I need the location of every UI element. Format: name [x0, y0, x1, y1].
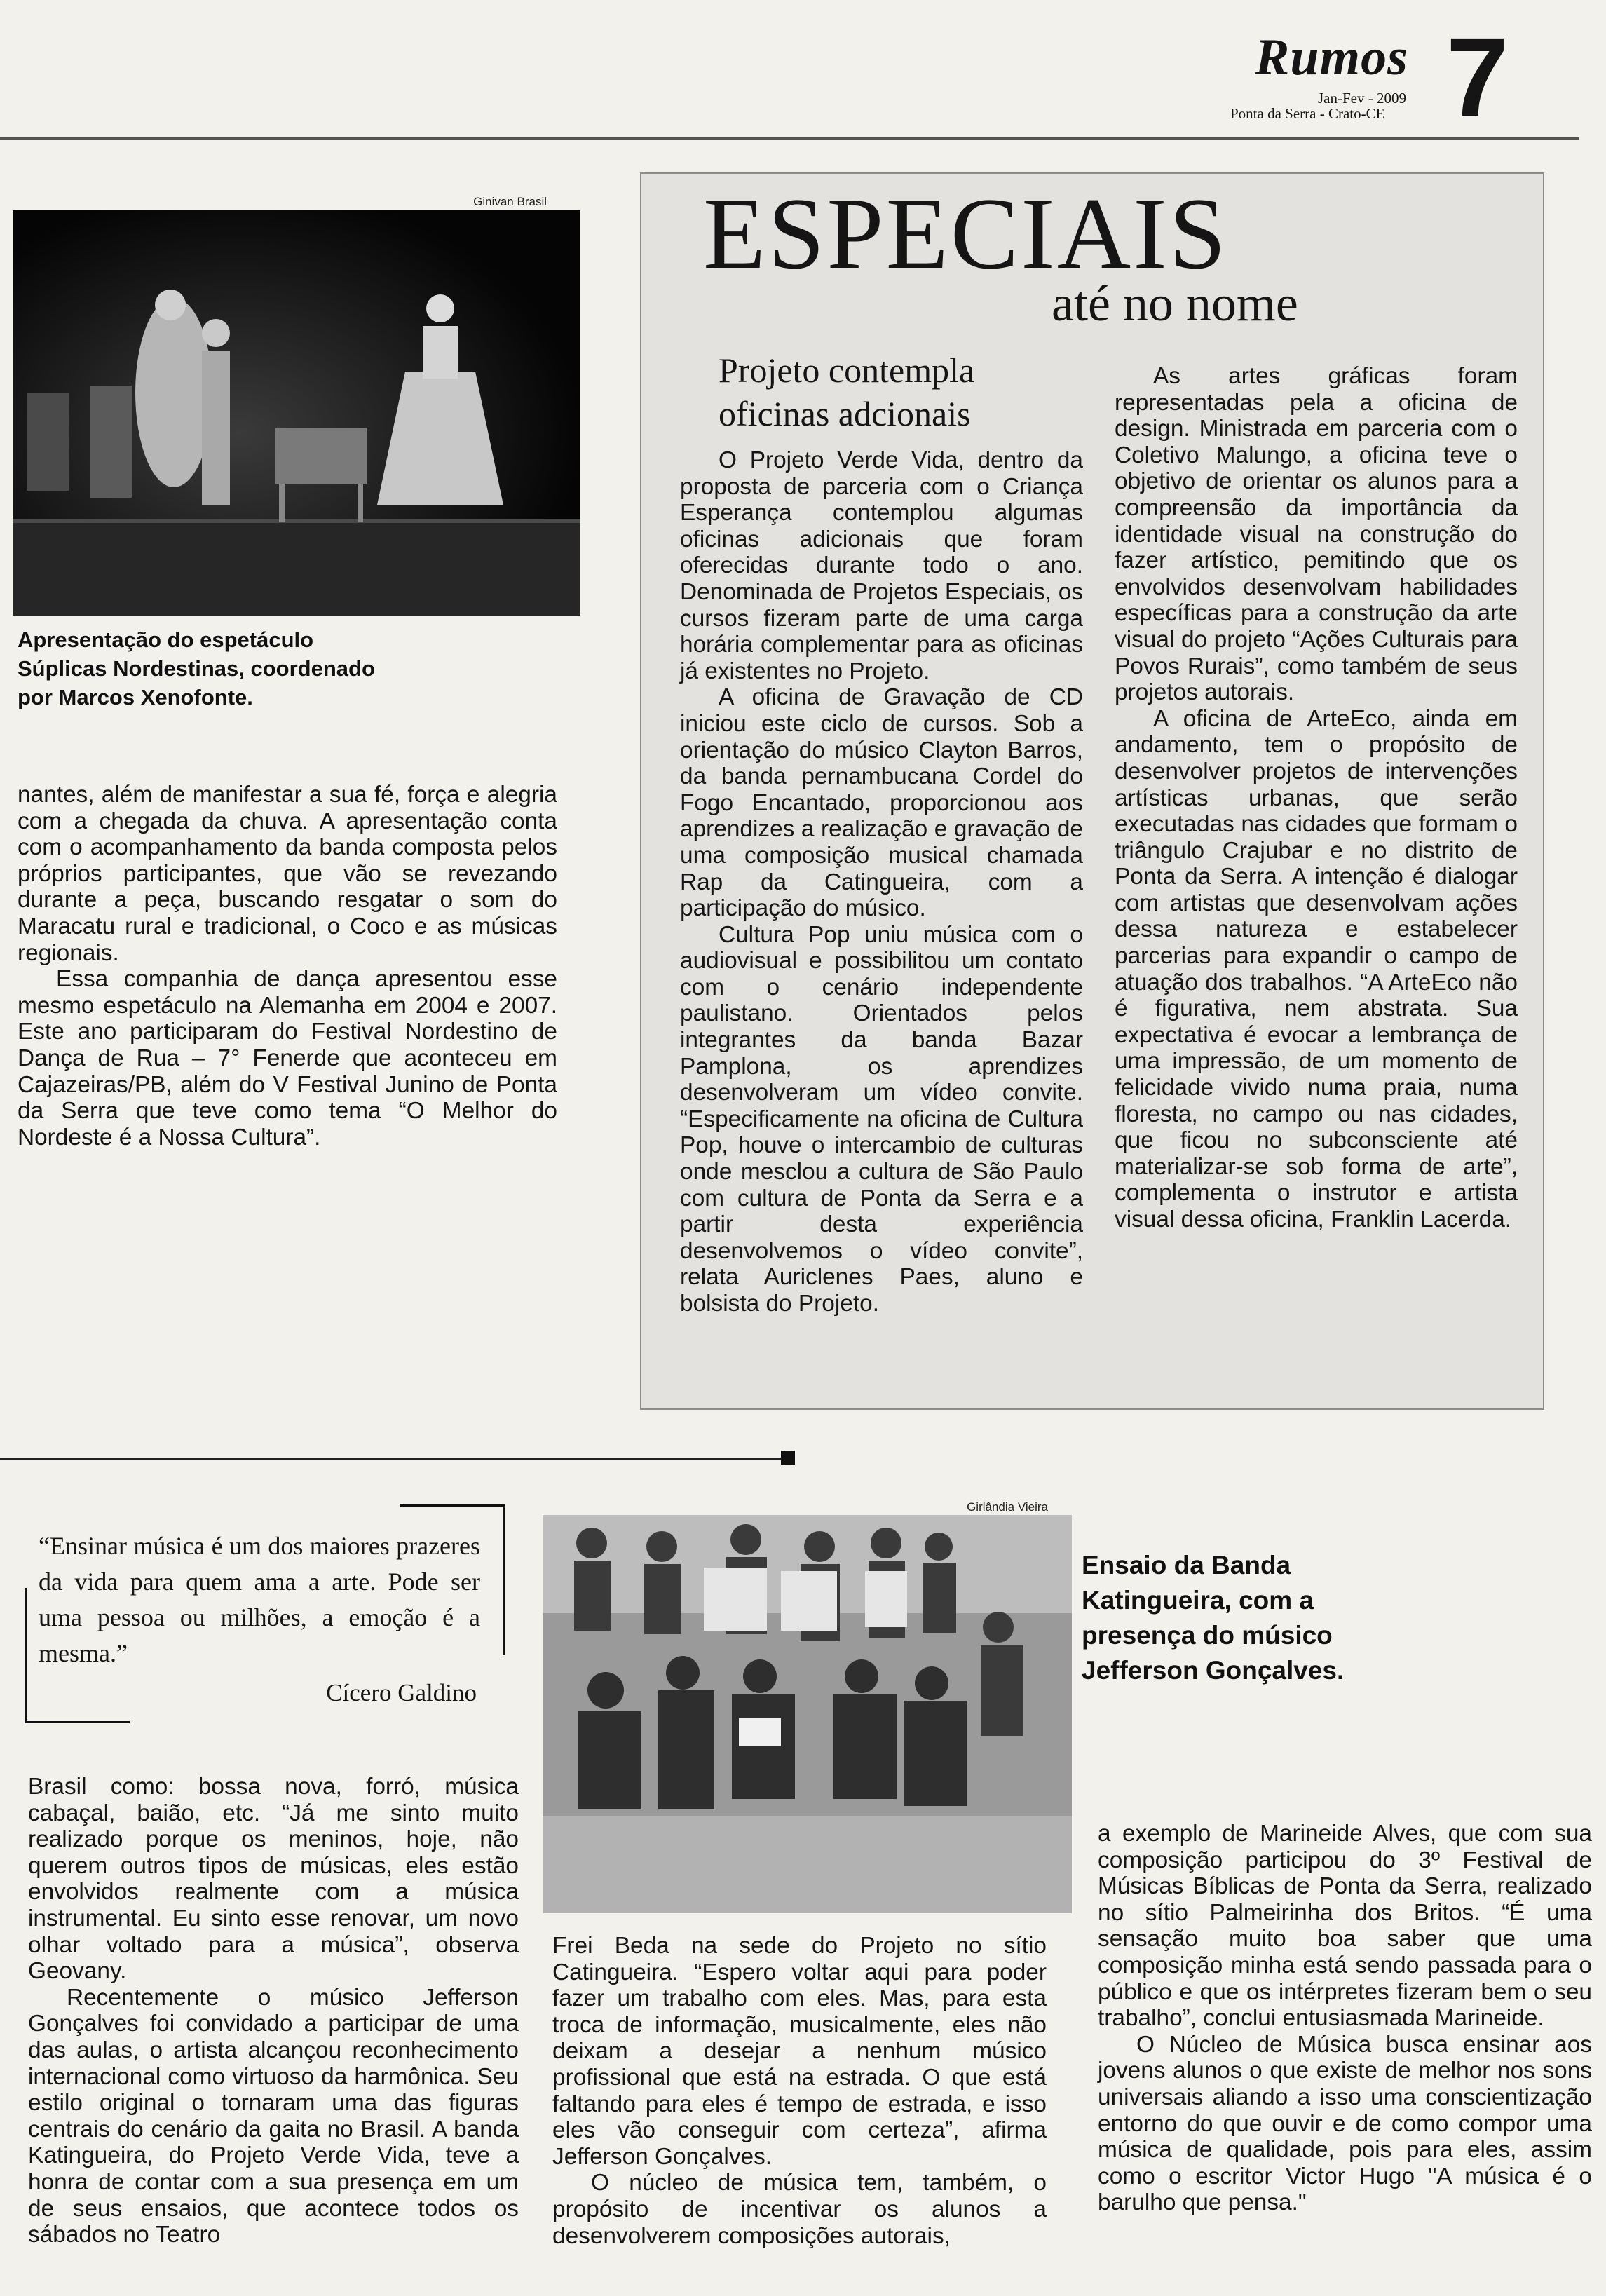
article-column [552, 1933, 1047, 2249]
article-column [28, 1774, 519, 2248]
article-paragraph: A oficina de Gravação de CD iniciou este ciclo de cursos. Sob a orientação do músico Clayton Barros, da banda pernambucana Cordel do Fogo Encantado, proporcionou aos aprendizes a realização e gravação de uma composição musical chamada Rap da Catingueira, com a participação do músico. [680, 684, 1083, 922]
band-rehearsal-photo [543, 1515, 1072, 1913]
feature-title: ESPECIAIS [703, 177, 1229, 290]
article-paragraph: O Projeto Verde Vida, dentro da proposta de parceria com o Criança Esperança contemplou algumas oficinas adicionais que foram oferecidas durante todo o ano. Denominada de Projetos Especiais, os cursos fizeram parte de uma carga horária complementar para as oficinas já existentes no Projeto. [680, 447, 1083, 684]
caption-line: por Marcos Xenofonte. [18, 685, 253, 709]
article-paragraph: Essa companhia de dança apresentou esse mesmo espetáculo na Alemanha em 2004 e 2007. Este ano participaram do Festival Nordestino de Dança de Rua – 7° Fenerde que aconteceu em Cajazeiras/PB, além do V Festival Junino de Ponta da Serra que teve como tema “O Melhor do Nordeste é a Nossa Cultura”. [18, 966, 557, 1150]
quote-frame [503, 1504, 505, 1655]
caption-line: Apresentação do espetáculo [18, 627, 314, 652]
photo-credit: Girlândia Vieira [967, 1500, 1048, 1514]
divider-square [781, 1451, 795, 1465]
section-divider [0, 1458, 784, 1460]
caption-line: Ensaio da Banda [1082, 1551, 1291, 1580]
article-paragraph: Cultura Pop uniu música com o audiovisual e possibilitou um contato com o cenário independente paulistano. Orientados pelos integrantes da banda Bazar Pamplona, os aprendizes desenvolveram um vídeo convite. “Especificamente na oficina de Cultura Pop, houve o intercambio de culturas onde mesclou a cultura de São Paulo com cultura de Ponta da Serra e a partir desta experiência desenvolvemos o vídeo convite”, relata Auriclenes Paes, aluno e bolsista do Projeto. [680, 921, 1083, 1317]
feature-column-2 [1115, 363, 1518, 1233]
caption-line: presença do músico [1082, 1621, 1333, 1650]
article-paragraph: Frei Beda na sede do Projeto no sítio Catingueira. “Espero voltar aqui para poder fazer um trabalho com eles. Mas, para esta troca de informação, musicalmente, eles não deixam a desejar a nenhum músico profissional que está na estrada. O que está faltando para eles é tempo de estrada, e isso eles vão conseguir com certeza”, afirma Jefferson Gonçalves. [552, 1933, 1047, 2170]
photo-credit: Ginivan Brasil [473, 195, 547, 208]
feature-column-1 [680, 447, 1083, 1317]
caption-line: Katingueira, com a [1082, 1586, 1314, 1615]
stage-performance-photo [13, 210, 580, 616]
photo-caption [1082, 1548, 1404, 1688]
article-paragraph: Recentemente o músico Jefferson Gonçalves foi convidado a participar de uma das aulas, o artista alcançou reconhecimento internacional como virtuoso da harmônica. Seu estilo original o tornaram uma das figuras centrais do cenário da gaita no Brasil. A banda Katingueira, do Projeto Verde Vida, teve a honra de contar com a sua presença em um de seus ensaios, que acontece todos os sábados no Teatro [28, 1984, 519, 2248]
pull-quote: “Ensinar música é um dos maiores prazeres da vida para quem ama a arte. Pode ser uma pessoa ou milhões, a emoção é a mesma.” [39, 1532, 480, 1667]
article-paragraph: O Núcleo de Música busca ensinar aos jovens alunos o que existe de melhor nos sons universais aliando a isso uma conscientização entorno do que ouvir e de como compor uma música de qualidade, pois para eles, assim como o escritor Victor Hugo "A música é o barulho que pensa." [1098, 2031, 1592, 2216]
quote-frame [400, 1504, 503, 1507]
article-paragraph: Brasil como: bossa nova, forró, música cabaçal, baião, etc. “Já me sinto muito realizado porque os meninos, hoje, não querem outros tipos de músicas, eles estão envolvidos realmente com a música instrumental. Eu sinto esse renovar, um novo olhar voltado para a música”, observa Geovany. [28, 1774, 519, 1985]
article-paragraph: A oficina de ArteEco, ainda em andamento, tem o propósito de desenvolver projetos de intervenções artísticas urbanas, que serão executadas nas cidades que formam o triângulo Crajubar e no distrito de Ponta da Serra. A intenção é dialogar com artistas que desenvolvam ações dessa natureza e estabelecer parcerias para expandir o campo de atuação dos trabalhos. “A ArteEco não é figurativa, nem abstrata. Sua expectativa é evocar a lembrança de uma impressão, de um momento de felicidade vivido numa praia, numa floresta, no campo ou nas cidades, que ficou no subconsciente até materializar-se sob forma de arte”, complementa o instrutor e artista visual dessa oficina, Franklin Lacerda. [1115, 705, 1518, 1232]
article-paragraph: O núcleo de música tem, também, o propósito de incentivar os alunos a desenvolverem composições autorais, [552, 2170, 1047, 2249]
feature-kicker: Projeto contempla oficinas adcionais [719, 351, 975, 433]
issue-place: Ponta da Serra - Crato-CE [1230, 105, 1385, 122]
quote-frame [25, 1588, 27, 1721]
article-paragraph: As artes gráficas foram representadas pela a oficina de design. Ministrada em parceria com o Coletivo Malungo, a oficina teve o objetivo de orientar os alunos para a compreensão da importância da identidade visual na construção do fazer artístico, pemitindo que os envolvidos desenvolvam habilidades específicas para a construção da arte visual do projeto “Ações Culturais para Povos Rurais”, como também de seus projetos autorais. [1115, 363, 1518, 706]
caption-line: Súplicas Nordestinas, coordenado [18, 656, 375, 681]
header-divider [0, 137, 1579, 140]
article-paragraph: a exemplo de Marineide Alves, que com sua composição participou do 3º Festival de Músicas Bíblicas de Ponta da Serra, realizado no sítio Palmeirinha dos Britos. “É uma sensação muito boa saber que uma composição minha está sendo passada para o público e que os intérpretes fizeram bem o seu trabalho”, conclui entusiasmada Marineide. [1098, 1821, 1592, 2032]
quote-frame [25, 1721, 130, 1723]
article-column [18, 782, 557, 1150]
article-paragraph: nantes, além de manifestar a sua fé, força e alegria com a chegada da chuva. A apresentação conta com o acompanhamento da banda composta pelos próprios participantes, que vão se revezando durante a peça, buscando resgatar o som do Maracatu rural e tradicional, o Coco e as músicas regionais. [18, 782, 557, 966]
issue-date: Jan-Fev - 2009 [1318, 90, 1406, 107]
article-column [1098, 1821, 1592, 2216]
caption-line: Jefferson Gonçalves. [1082, 1656, 1345, 1685]
newspaper-name: Rumos [1255, 29, 1408, 86]
feature-subtitle: até no nome [1052, 276, 1298, 332]
masthead [1230, 28, 1465, 126]
page-number: 7 [1446, 14, 1509, 140]
photo-caption [18, 625, 578, 712]
quote-author: Cícero Galdino [326, 1679, 477, 1706]
